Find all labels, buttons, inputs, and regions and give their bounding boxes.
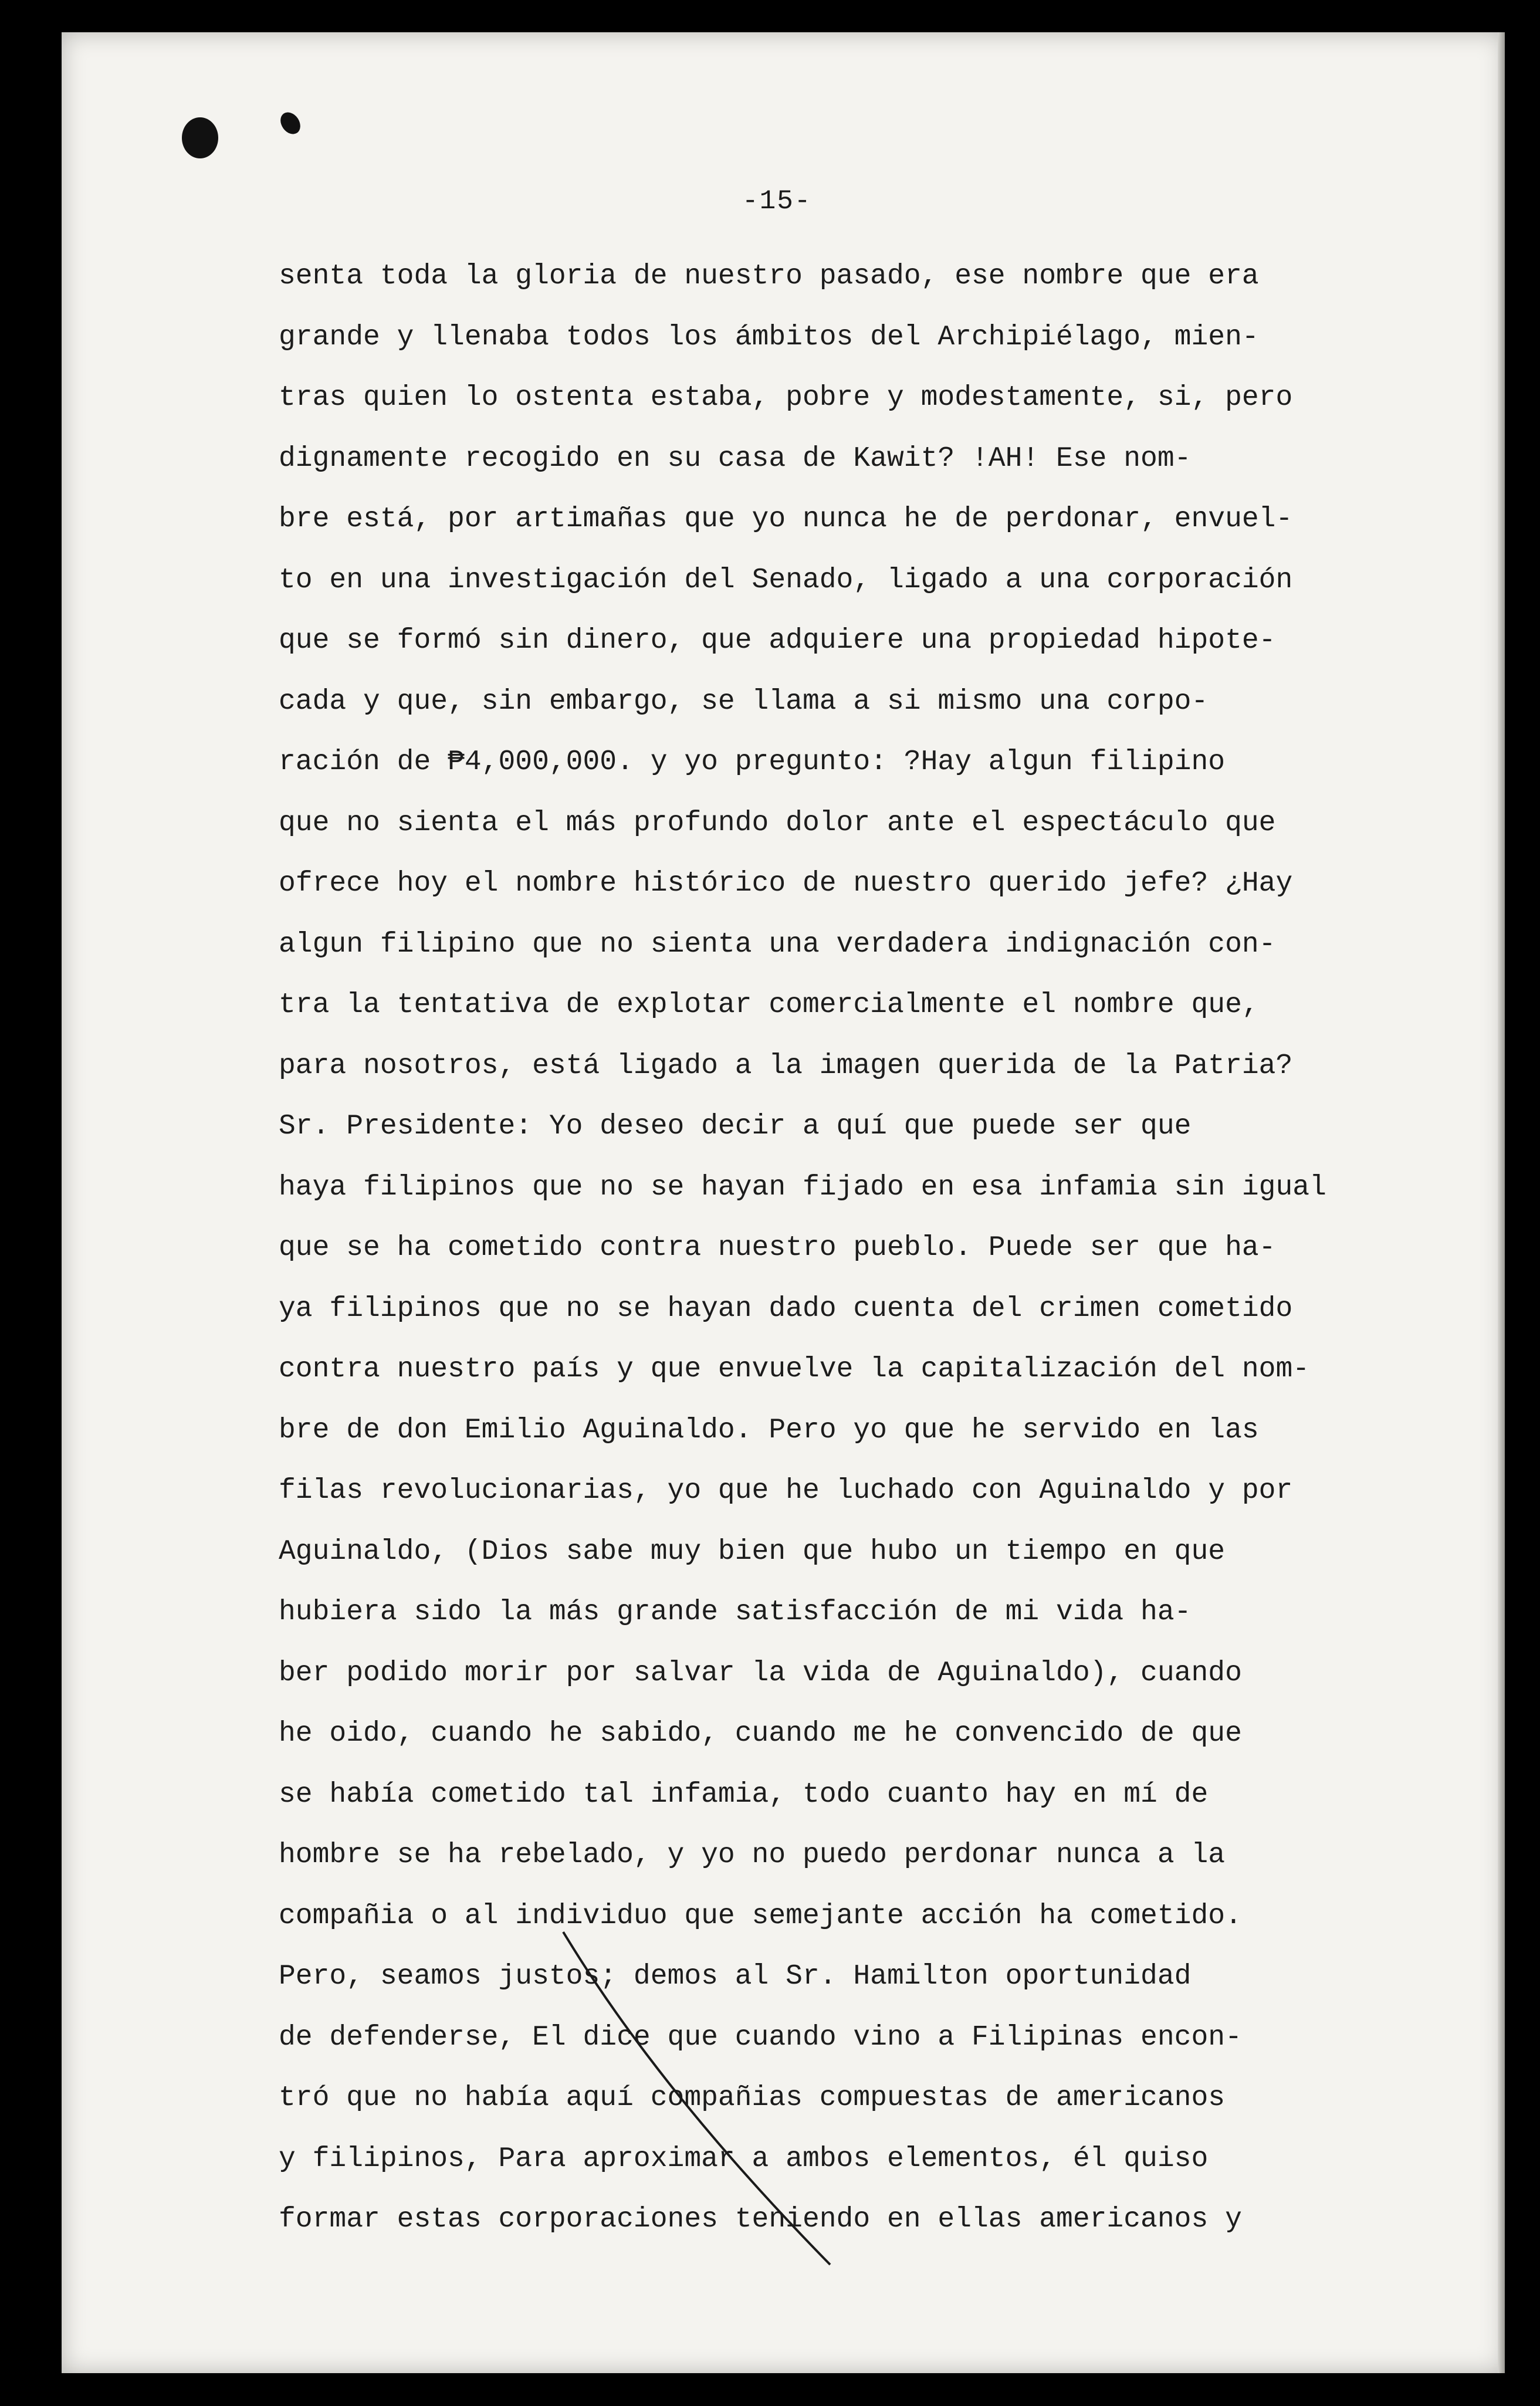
text-line: cada y que, sin embargo, se llama a si mismo una corpo- [279, 685, 1209, 718]
document-page [62, 32, 1505, 2373]
ink-spot [276, 109, 304, 138]
ink-blot [182, 117, 218, 158]
body-text [279, 246, 1452, 2251]
text-line: Pero, seamos justos; demos al Sr. Hamilton oportunidad [279, 1961, 1192, 1992]
text-line: dignamente recogido en su casa de Kawit? !AH! Ese nom- [279, 442, 1192, 475]
text-line: to en una investigación del Senado, ligado a una corporación [279, 564, 1293, 596]
page-edge-shadow [1498, 32, 1505, 2373]
text-line: que se ha cometido contra nuestro pueblo. Puede ser que ha- [279, 1232, 1276, 1264]
text-line: que no sienta el más profundo dolor ante el espectáculo que [279, 807, 1276, 839]
text-line: tras quien lo ostenta estaba, pobre y modestamente, si, pero [279, 382, 1293, 414]
text-line: contra nuestro país y que envuelve la capitalización del nom- [279, 1353, 1310, 1385]
text-line: filas revolucionarias, yo que he luchado con Aguinaldo y por [279, 1475, 1293, 1507]
text-line: he oido, cuando he sabido, cuando me he convencido de que [279, 1718, 1242, 1749]
text-line: de defenderse, El dice que cuando vino a Filipinas encon- [279, 2021, 1242, 2053]
text-line: ofrece hoy el nombre histórico de nuestro querido jefe? ¿Hay [279, 868, 1293, 899]
text-line: que se formó sin dinero, que adquiere una propiedad hipote- [279, 625, 1276, 657]
text-line: tró que no había aquí compañias compuestas de americanos [279, 2082, 1226, 2114]
text-line: y filipinos, Para aproximar a ambos elementos, él quiso [279, 2143, 1209, 2175]
text-line: para nosotros, está ligado a la imagen querida de la Patria? [279, 1050, 1293, 1082]
text-line: Sr. Presidente: Yo deseo decir a quí que puede ser que [279, 1111, 1192, 1142]
text-line: compañia o al individuo que semejante acción ha cometido. [279, 1900, 1242, 1932]
text-line: bre está, por artimañas que yo nunca he de perdonar, envuel- [279, 503, 1293, 535]
page-number: -15- [742, 186, 812, 216]
text-line: algun filipino que no sienta una verdadera indignación con- [279, 928, 1276, 960]
text-line: tra la tentativa de explotar comercialmente el nombre que, [279, 989, 1259, 1021]
text-line: hombre se ha rebelado, y yo no puedo perdonar nunca a la [279, 1839, 1226, 1871]
text-line: ración de ₱4,000,000. y yo pregunto: ?Hay algun filipino [279, 746, 1226, 778]
text-line: hubiera sido la más grande satisfacción de mi vida ha- [279, 1596, 1192, 1628]
text-line: ya filipinos que no se hayan dado cuenta del crimen cometido [279, 1292, 1293, 1325]
text-line: ber podido morir por salvar la vida de Aguinaldo), cuando [279, 1657, 1242, 1689]
text-line: formar estas corporaciones teniendo en ellas americanos y [279, 2204, 1242, 2235]
text-line: bre de don Emilio Aguinaldo. Pero yo que he servido en las [279, 1414, 1259, 1446]
text-line: grande y llenaba todos los ámbitos del Archipiélago, mien- [279, 321, 1259, 353]
text-line: senta toda la gloria de nuestro pasado, ese nombre que era [279, 260, 1259, 292]
text-line: Aguinaldo, (Dios sabe muy bien que hubo un tiempo en que [279, 1535, 1226, 1568]
text-line: haya filipinos que no se hayan fijado en esa infamia sin igual [279, 1171, 1326, 1203]
text-line: se había cometido tal infamia, todo cuanto hay en mí de [279, 1778, 1209, 1811]
